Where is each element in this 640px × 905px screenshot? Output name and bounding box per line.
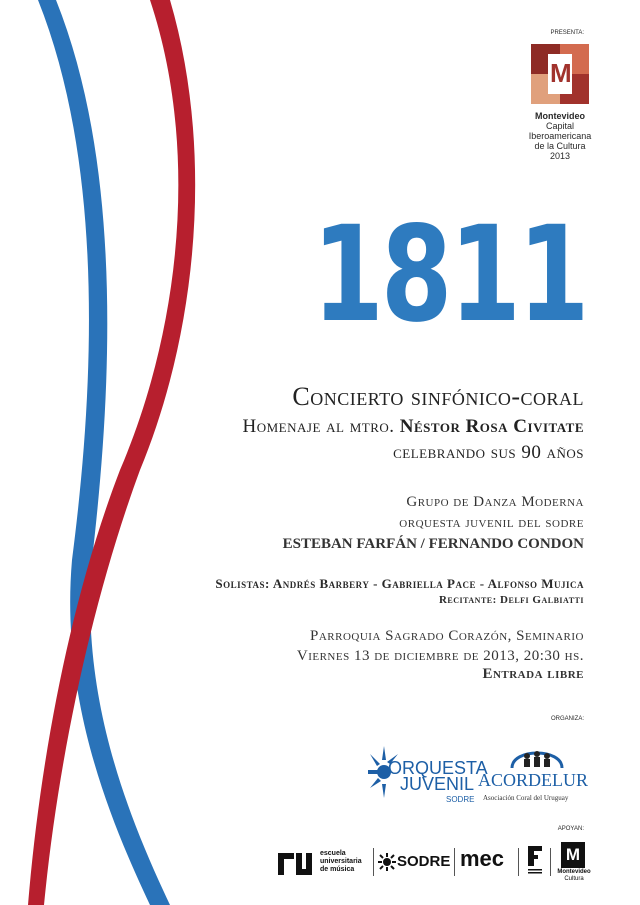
honoree-name: Néstor Rosa Civitate	[399, 416, 584, 437]
sodre-logo: SODRE	[397, 853, 451, 870]
event-date: Viernes 13 de diciembre de 2013, 20:30 hs.	[296, 648, 584, 664]
mvd-cultura-line1: Montevideo	[557, 869, 591, 875]
title-number: 1811	[311, 198, 586, 352]
separator	[550, 848, 551, 876]
separator	[454, 848, 455, 876]
sponsor-name	[500, 111, 620, 161]
culture-fund-icon	[526, 842, 544, 876]
sponsor-name-bold: Montevideo	[534, 111, 585, 121]
homage-prefix: Homenaje al mtro.	[242, 416, 400, 437]
eum-line3: de música	[320, 866, 355, 873]
montevideo-cultura-text	[552, 869, 596, 883]
organizers-label: ORGANIZA:	[550, 716, 584, 722]
eum-line2: universitaria	[320, 858, 362, 865]
sponsor-line2: Capital	[545, 121, 574, 131]
acordelur-subtitle: Asociación Coral del Uruguay	[483, 794, 569, 802]
eum-line1: escuela	[320, 850, 346, 857]
mvd-cultura-line2: Cultura	[564, 876, 584, 882]
orquesta-line2: JUVENIL	[400, 774, 475, 794]
reciter: Recitante: Delfi Galbiatti	[438, 594, 584, 606]
orquesta-juvenil-logo	[388, 760, 488, 792]
separator	[373, 848, 374, 876]
presenting-label: PRESENTA:	[550, 30, 584, 36]
concert-title: Concierto sinfónico-coral	[292, 382, 584, 411]
entry-info: Entrada libre	[482, 666, 584, 682]
dance-group: Grupo de Danza Moderna	[406, 494, 584, 510]
separator	[518, 848, 519, 876]
venue: Parroquia Sagrado Corazón, Seminario	[310, 628, 584, 644]
supporters-label: APOYAN:	[557, 826, 584, 832]
orchestra: orquesta juvenil del sodre	[399, 515, 584, 531]
homage-line	[243, 416, 585, 438]
eum-logo-icon	[276, 849, 316, 879]
montevideo-cultura-icon: M	[561, 842, 585, 868]
orquesta-sub: SODRE	[446, 795, 475, 804]
soloists: Solistas: Andrés Barbery - Gabriella Pace - Alfonso Mujica	[215, 576, 584, 591]
orquesta-line1: ORQUESTA	[388, 758, 488, 778]
mec-logo: mec	[460, 846, 505, 871]
eum-text	[320, 850, 362, 874]
sponsor-line5: 2013	[549, 151, 571, 161]
montevideo-capital-logo: M	[531, 44, 589, 104]
acordelur-name: ACORDELUR	[478, 770, 589, 790]
acordelur-choir-icon	[482, 738, 592, 772]
sponsor-line3: Iberoamericana	[528, 131, 592, 141]
directors: ESTEBAN FARFÁN / FERNANDO CONDON	[282, 536, 584, 552]
celebrating-line: celebrando sus 90 años	[393, 442, 584, 463]
sponsor-line4: de la Cultura	[534, 141, 586, 151]
sodre-sun-icon	[378, 853, 396, 871]
